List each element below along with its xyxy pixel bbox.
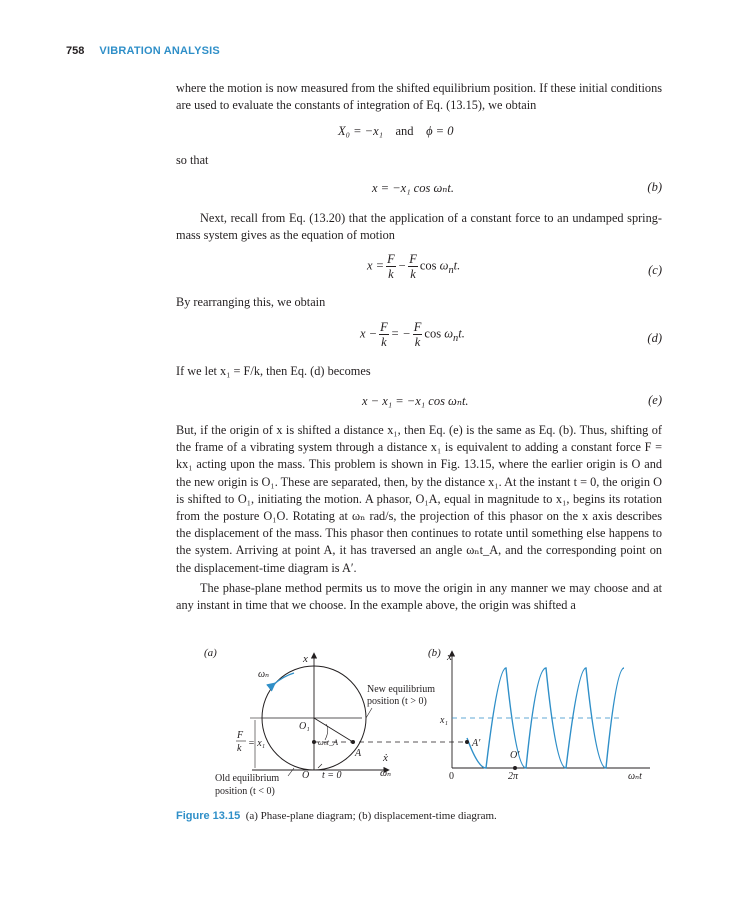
paragraph-5: But, if the origin of x is shifted a distance x₁, then Eq. (e) is the same as Eq. (b). Thus, shifting of the frame of a vibrating system through a distance x₁ is equivalent to adding a constant force F = kx₁ acting upon the mass. This problem is shown in Fig. 13.15, where the earlier origin is O and the new origin is O₁. These are separated, then, by the distance x₁. At the instant t = 0, the origin O is shifted to O₁, initiating the motion. A phasor, O₁A, equal in magnitude to x₁, begins its rotation from the posture O₁O. Rotating at ωₙ rad/s, the projection of this phasor on the x axis describes the displacement of the mass. This phasor then continues to rotate until something else happens to the system. Arriving at point A, it has traversed an angle ωₙt_A, and the corresponding point on the displacement-time diagram is A′. (176, 423, 662, 575)
page-number: 758 (66, 45, 85, 57)
O1-label: O₁ (299, 721, 310, 732)
wnt-label: ωₙt (628, 771, 642, 782)
caption-label: Figure 13.15 (176, 810, 241, 822)
twopi-label: 2π (508, 771, 519, 782)
old-eq-leader (288, 768, 294, 776)
equation-d-tag: (d) (647, 331, 662, 345)
caption-text: (a) Phase-plane diagram; (b) displacement-time diagram. (245, 810, 497, 822)
point-O-prime (513, 766, 517, 770)
section-title: VIBRATION ANALYSIS (99, 45, 220, 57)
Aprime-label: A′ (472, 738, 481, 749)
figure-13-15 (0, 630, 737, 830)
paragraph-6: The phase-plane method permits us to move the origin in any manner we may choose and at any instant in time that we choose. In the example above, the origin was shifted a (176, 581, 662, 613)
paragraph-3: By rearranging this, we obtain (176, 295, 326, 309)
paragraph-4: If we let x₁ = F/k, then Eq. (d) becomes (176, 364, 371, 378)
new-equilibrium-2: position (t > 0) (367, 696, 427, 707)
label-a: (a) (204, 647, 217, 659)
A-label: A (355, 748, 362, 759)
old-equilibrium-2: position (t < 0) (215, 786, 275, 797)
figure-caption (176, 810, 497, 822)
x-label-a: x (303, 653, 308, 665)
label-b: (b) (428, 647, 441, 659)
equation-a: X₀ = −x₁ and ϕ = 0 (338, 124, 454, 138)
equation-b-tag: (b) (647, 180, 662, 194)
xdot-label: ẋ (383, 752, 388, 764)
equation-c: x = $\frac{F}{k}$ − $\frac{F}{k}$ $\cos \omega_nt$. (367, 252, 461, 281)
equation-d: x − $\frac{F}{k}$ = − $\frac{F}{k}$ $\cos \omega_nt$. (360, 320, 465, 349)
paragraph-so-that: so that (176, 153, 209, 167)
equation-b: x = −x₁ cos ωₙt. (372, 181, 454, 195)
eq-x1-label: = x₁ (248, 738, 266, 749)
rotation-arrow (274, 673, 294, 684)
t0-label: t = 0 (322, 770, 342, 781)
wn-label-axis: ωₙ (380, 768, 392, 779)
wn-label: ωₙ (258, 669, 270, 680)
k-label: k (237, 743, 242, 754)
point-on-axis (312, 740, 316, 744)
equation-c-tag: (c) (648, 263, 662, 277)
point-A (351, 740, 355, 744)
equation-e-tag: (e) (648, 393, 662, 407)
paragraph-2: Next, recall from Eq. (13.20) that the application of a constant force to an undamped spring-mass system gives as the equation of motion (176, 211, 662, 243)
t0-tick (318, 764, 322, 768)
wnta-label: ωₙt_A (318, 738, 338, 747)
O-label: O (302, 770, 310, 781)
new-eq-leader (366, 708, 372, 718)
running-header (66, 45, 220, 57)
Oprime-label: O′ (510, 750, 520, 761)
F-label: F (237, 730, 244, 741)
old-equilibrium-1: Old equilibrium (215, 773, 280, 784)
zero-label: 0 (449, 771, 454, 782)
x-label-b: x (447, 651, 452, 663)
paragraph-1: where the motion is now measured from the shifted equilibrium position. If these initial conditions are used to evaluate the constants of integration of Eq. (13.15), we obtain (176, 81, 662, 113)
new-equilibrium-1: New equilibrium (367, 684, 436, 695)
x1-label: x₁ (440, 715, 448, 726)
equation-e: x − x₁ = −x₁ cos ωₙt. (362, 394, 469, 408)
point-A-prime (465, 740, 469, 744)
